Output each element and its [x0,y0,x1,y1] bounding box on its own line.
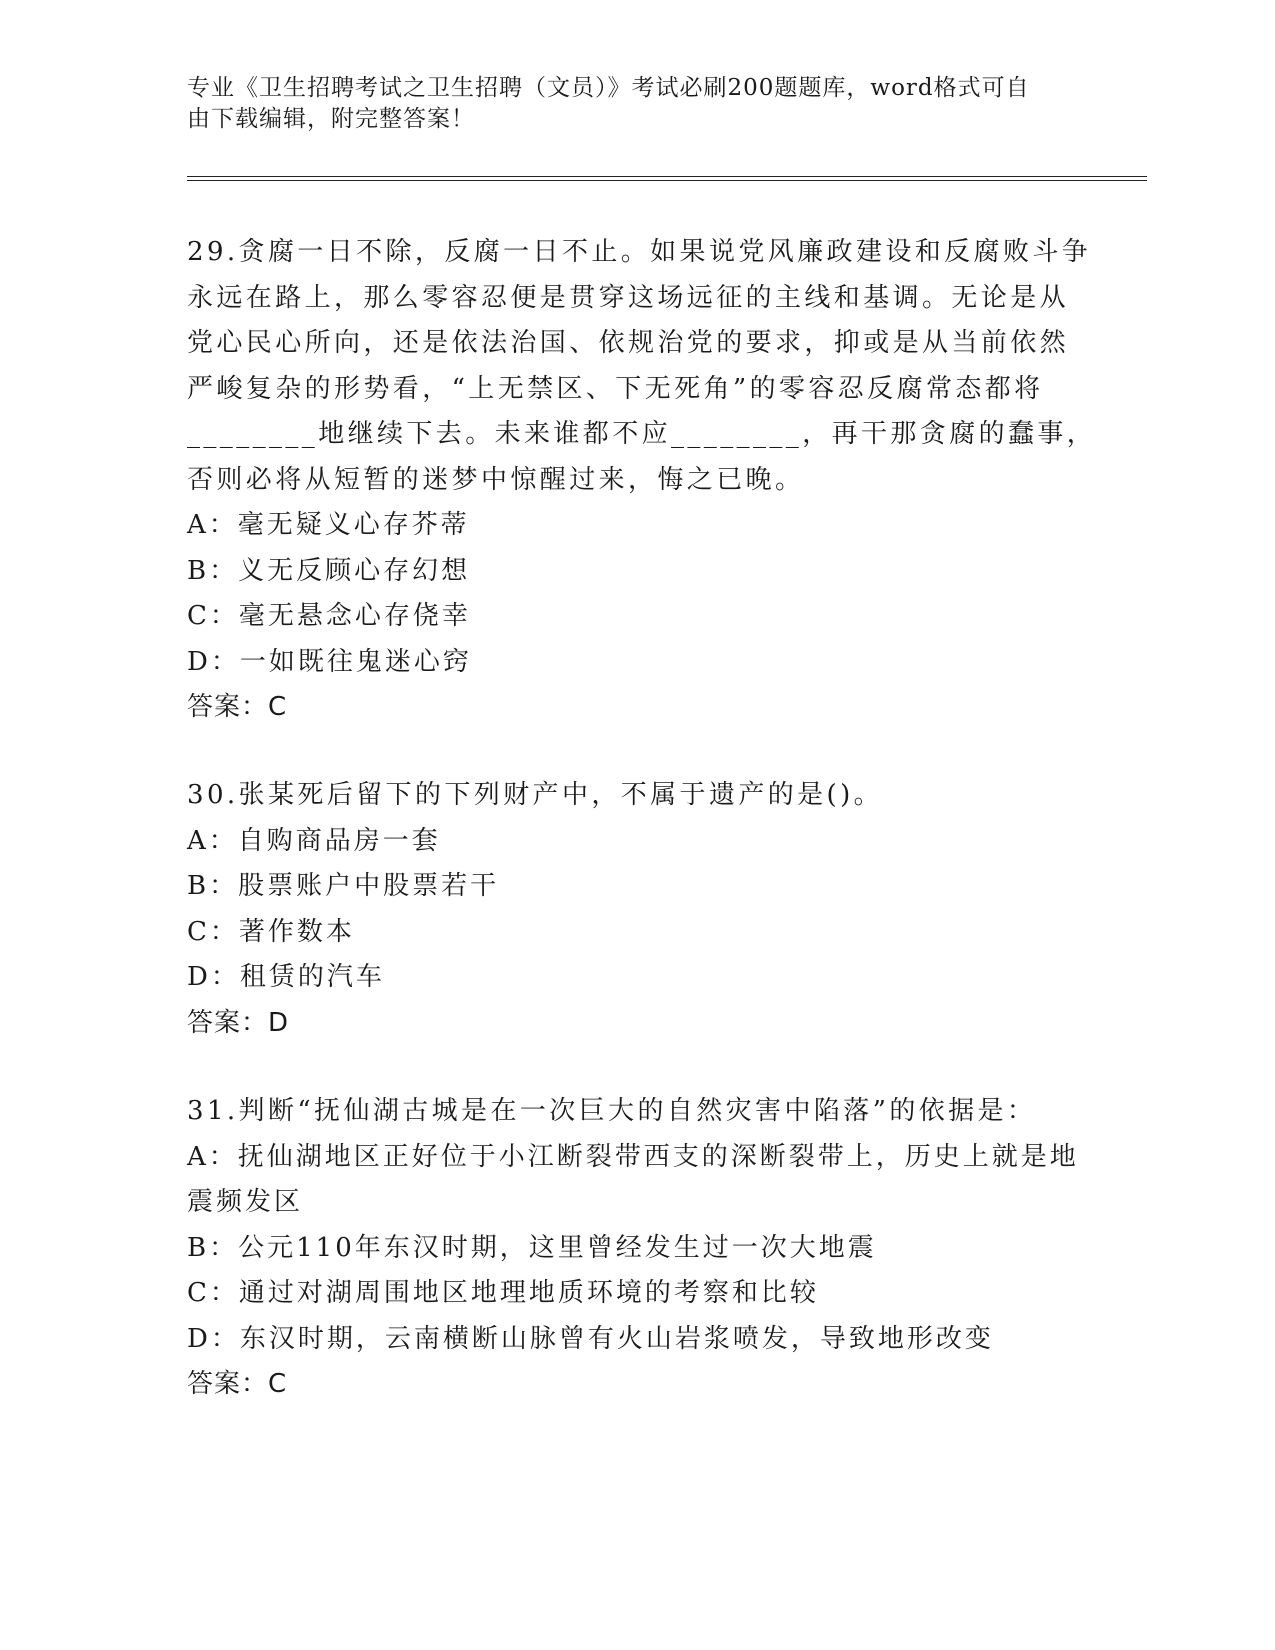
question-31 [187,1089,1079,1408]
option-c: C：著作数本 [187,916,355,947]
option-b: B：公元110年东汉时期，这里曾经发生过一次大地震 [187,1232,877,1263]
option-c: C：通过对湖周围地区地理地质环境的考察和比较 [187,1278,819,1308]
question-stem [187,1089,1067,1135]
option-b: B：股票账户中股票若干 [187,871,500,901]
stem-line: 30.张某死后留下的下列财产中，不属于遗产的是()。 [187,780,884,810]
option-d: D：一如既往鬼迷心窍 [187,646,472,677]
header-divider [187,176,1147,181]
question-30 [187,773,1067,1046]
question-stem [187,230,1097,503]
stem-line: 严峻复杂的形势看，“上无禁区、下无死角”的零容忍反腐常态都将 [187,373,1044,404]
stem-line: 党心民心所向，还是依法治国、依规治党的要求，抑或是从当前依然 [187,328,1070,358]
question-29 [187,230,1097,731]
option-c: C：毫无悬念心存侥幸 [187,601,471,631]
stem-line: 29.贪腐一日不除，反腐一日不止。如果说党风廉政建设和反腐败斗争 [187,237,1092,267]
option-a: A：毫无疑义心存芥蒂 [187,510,470,540]
stem-line: ________地继续下去。未来谁都不应________，再干那贪腐的蠢事， [187,419,1097,449]
option-a-continued: 震频发区 [187,1187,304,1217]
answer-line: 答案：C [187,692,288,722]
header-line: 由下载编辑，附完整答案！ [187,106,475,132]
option-d: D：租赁的汽车 [187,962,385,992]
stem-line: 31.判断“抚仙湖古城是在一次巨大的自然灾害中陷落”的依据是： [187,1096,1037,1126]
question-stem [187,773,1067,819]
document-header [187,73,1067,135]
answer-line: 答案：D [187,1007,290,1038]
option-a: A：抚仙湖地区正好位于小江断裂带西支的深断裂带上，历史上就是地 [187,1141,1079,1172]
header-line: 专业《卫生招聘考试之卫生招聘（文员）》考试必刷200题题库，word格式可自 [187,75,1030,101]
answer-line: 答案：C [187,1369,288,1399]
option-d: D：东汉时期，云南横断山脉曾有火山岩浆喷发，导致地形改变 [187,1323,994,1354]
stem-line: 否则必将从短暂的迷梦中惊醒过来，悔之已晚。 [187,464,805,495]
option-b: B：义无反顾心存幻想 [187,555,471,586]
stem-line: 永远在路上，那么零容忍便是贯穿这场远征的主线和基调。无论是从 [187,282,1070,313]
option-a: A：自购商品房一套 [187,825,441,856]
